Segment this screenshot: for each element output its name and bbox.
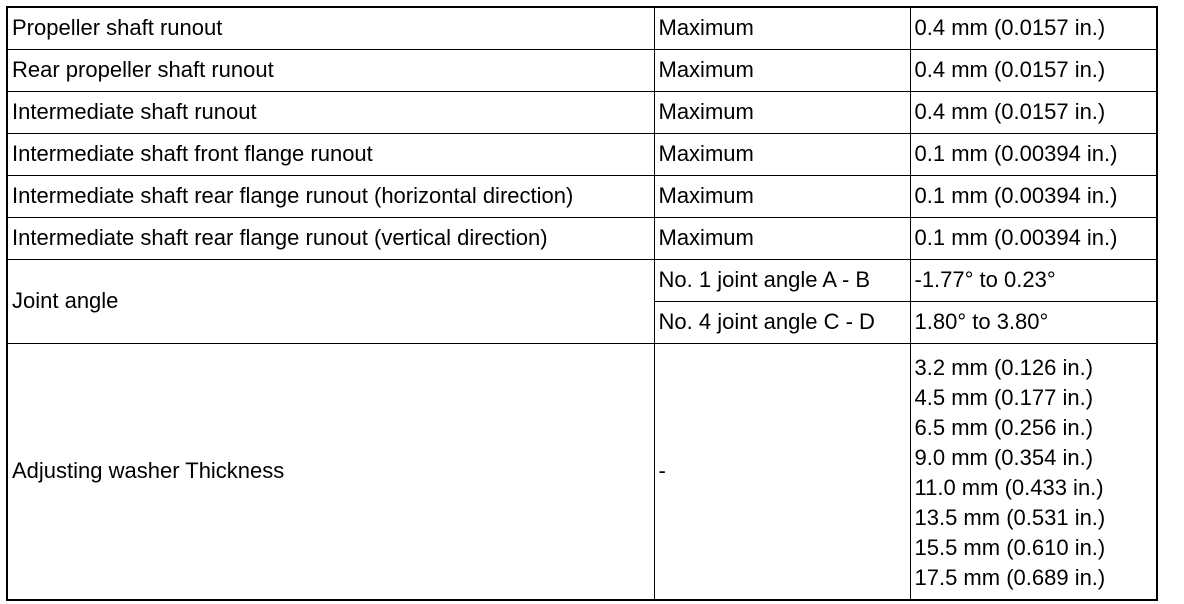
table-row bbox=[7, 260, 1157, 302]
washer-thickness-value: 3.2 mm (0.126 in.) bbox=[914, 355, 1094, 380]
condition-cell: Maximum bbox=[654, 176, 910, 218]
table-row bbox=[7, 134, 1157, 176]
spec-cell: 0.4 mm (0.0157 in.) bbox=[910, 50, 1157, 92]
washer-thickness-value: 6.5 mm (0.256 in.) bbox=[914, 415, 1094, 440]
washer-thickness-list bbox=[910, 344, 1157, 601]
table-row bbox=[7, 176, 1157, 218]
item-cell: Intermediate shaft rear flange runout (horizontal direction) bbox=[7, 176, 654, 218]
condition-cell: Maximum bbox=[654, 218, 910, 260]
table-row bbox=[7, 92, 1157, 134]
washer-thickness-value: 17.5 mm (0.689 in.) bbox=[914, 565, 1106, 590]
spec-cell: 0.1 mm (0.00394 in.) bbox=[910, 176, 1157, 218]
condition-cell: No. 1 joint angle A - B bbox=[654, 260, 910, 302]
table-row bbox=[7, 344, 1157, 601]
condition-cell: Maximum bbox=[654, 50, 910, 92]
item-cell-washer: Adjusting washer Thickness bbox=[7, 344, 654, 601]
table-row bbox=[7, 50, 1157, 92]
item-cell: Rear propeller shaft runout bbox=[7, 50, 654, 92]
condition-cell: No. 4 joint angle C - D bbox=[654, 302, 910, 344]
specification-table bbox=[6, 6, 1158, 601]
item-cell: Propeller shaft runout bbox=[7, 7, 654, 50]
item-cell-joint-angle: Joint angle bbox=[7, 260, 654, 344]
spec-cell: 1.80° to 3.80° bbox=[910, 302, 1157, 344]
condition-cell: - bbox=[654, 344, 910, 601]
spec-cell: 0.4 mm (0.0157 in.) bbox=[910, 92, 1157, 134]
item-cell: Intermediate shaft front flange runout bbox=[7, 134, 654, 176]
washer-thickness-value: 9.0 mm (0.354 in.) bbox=[914, 445, 1094, 470]
washer-thickness-value: 4.5 mm (0.177 in.) bbox=[914, 385, 1094, 410]
table-row bbox=[7, 218, 1157, 260]
condition-cell: Maximum bbox=[654, 7, 910, 50]
condition-cell: Maximum bbox=[654, 92, 910, 134]
washer-thickness-value: 15.5 mm (0.610 in.) bbox=[914, 535, 1106, 560]
item-cell: Intermediate shaft runout bbox=[7, 92, 654, 134]
spec-cell: 0.4 mm (0.0157 in.) bbox=[910, 7, 1157, 50]
washer-thickness-value: 13.5 mm (0.531 in.) bbox=[914, 505, 1106, 530]
spec-cell: 0.1 mm (0.00394 in.) bbox=[910, 218, 1157, 260]
spec-cell: -1.77° to 0.23° bbox=[910, 260, 1157, 302]
washer-thickness-value: 11.0 mm (0.433 in.) bbox=[914, 475, 1104, 500]
item-cell: Intermediate shaft rear flange runout (vertical direction) bbox=[7, 218, 654, 260]
spec-cell: 0.1 mm (0.00394 in.) bbox=[910, 134, 1157, 176]
condition-cell: Maximum bbox=[654, 134, 910, 176]
table-row bbox=[7, 7, 1157, 50]
